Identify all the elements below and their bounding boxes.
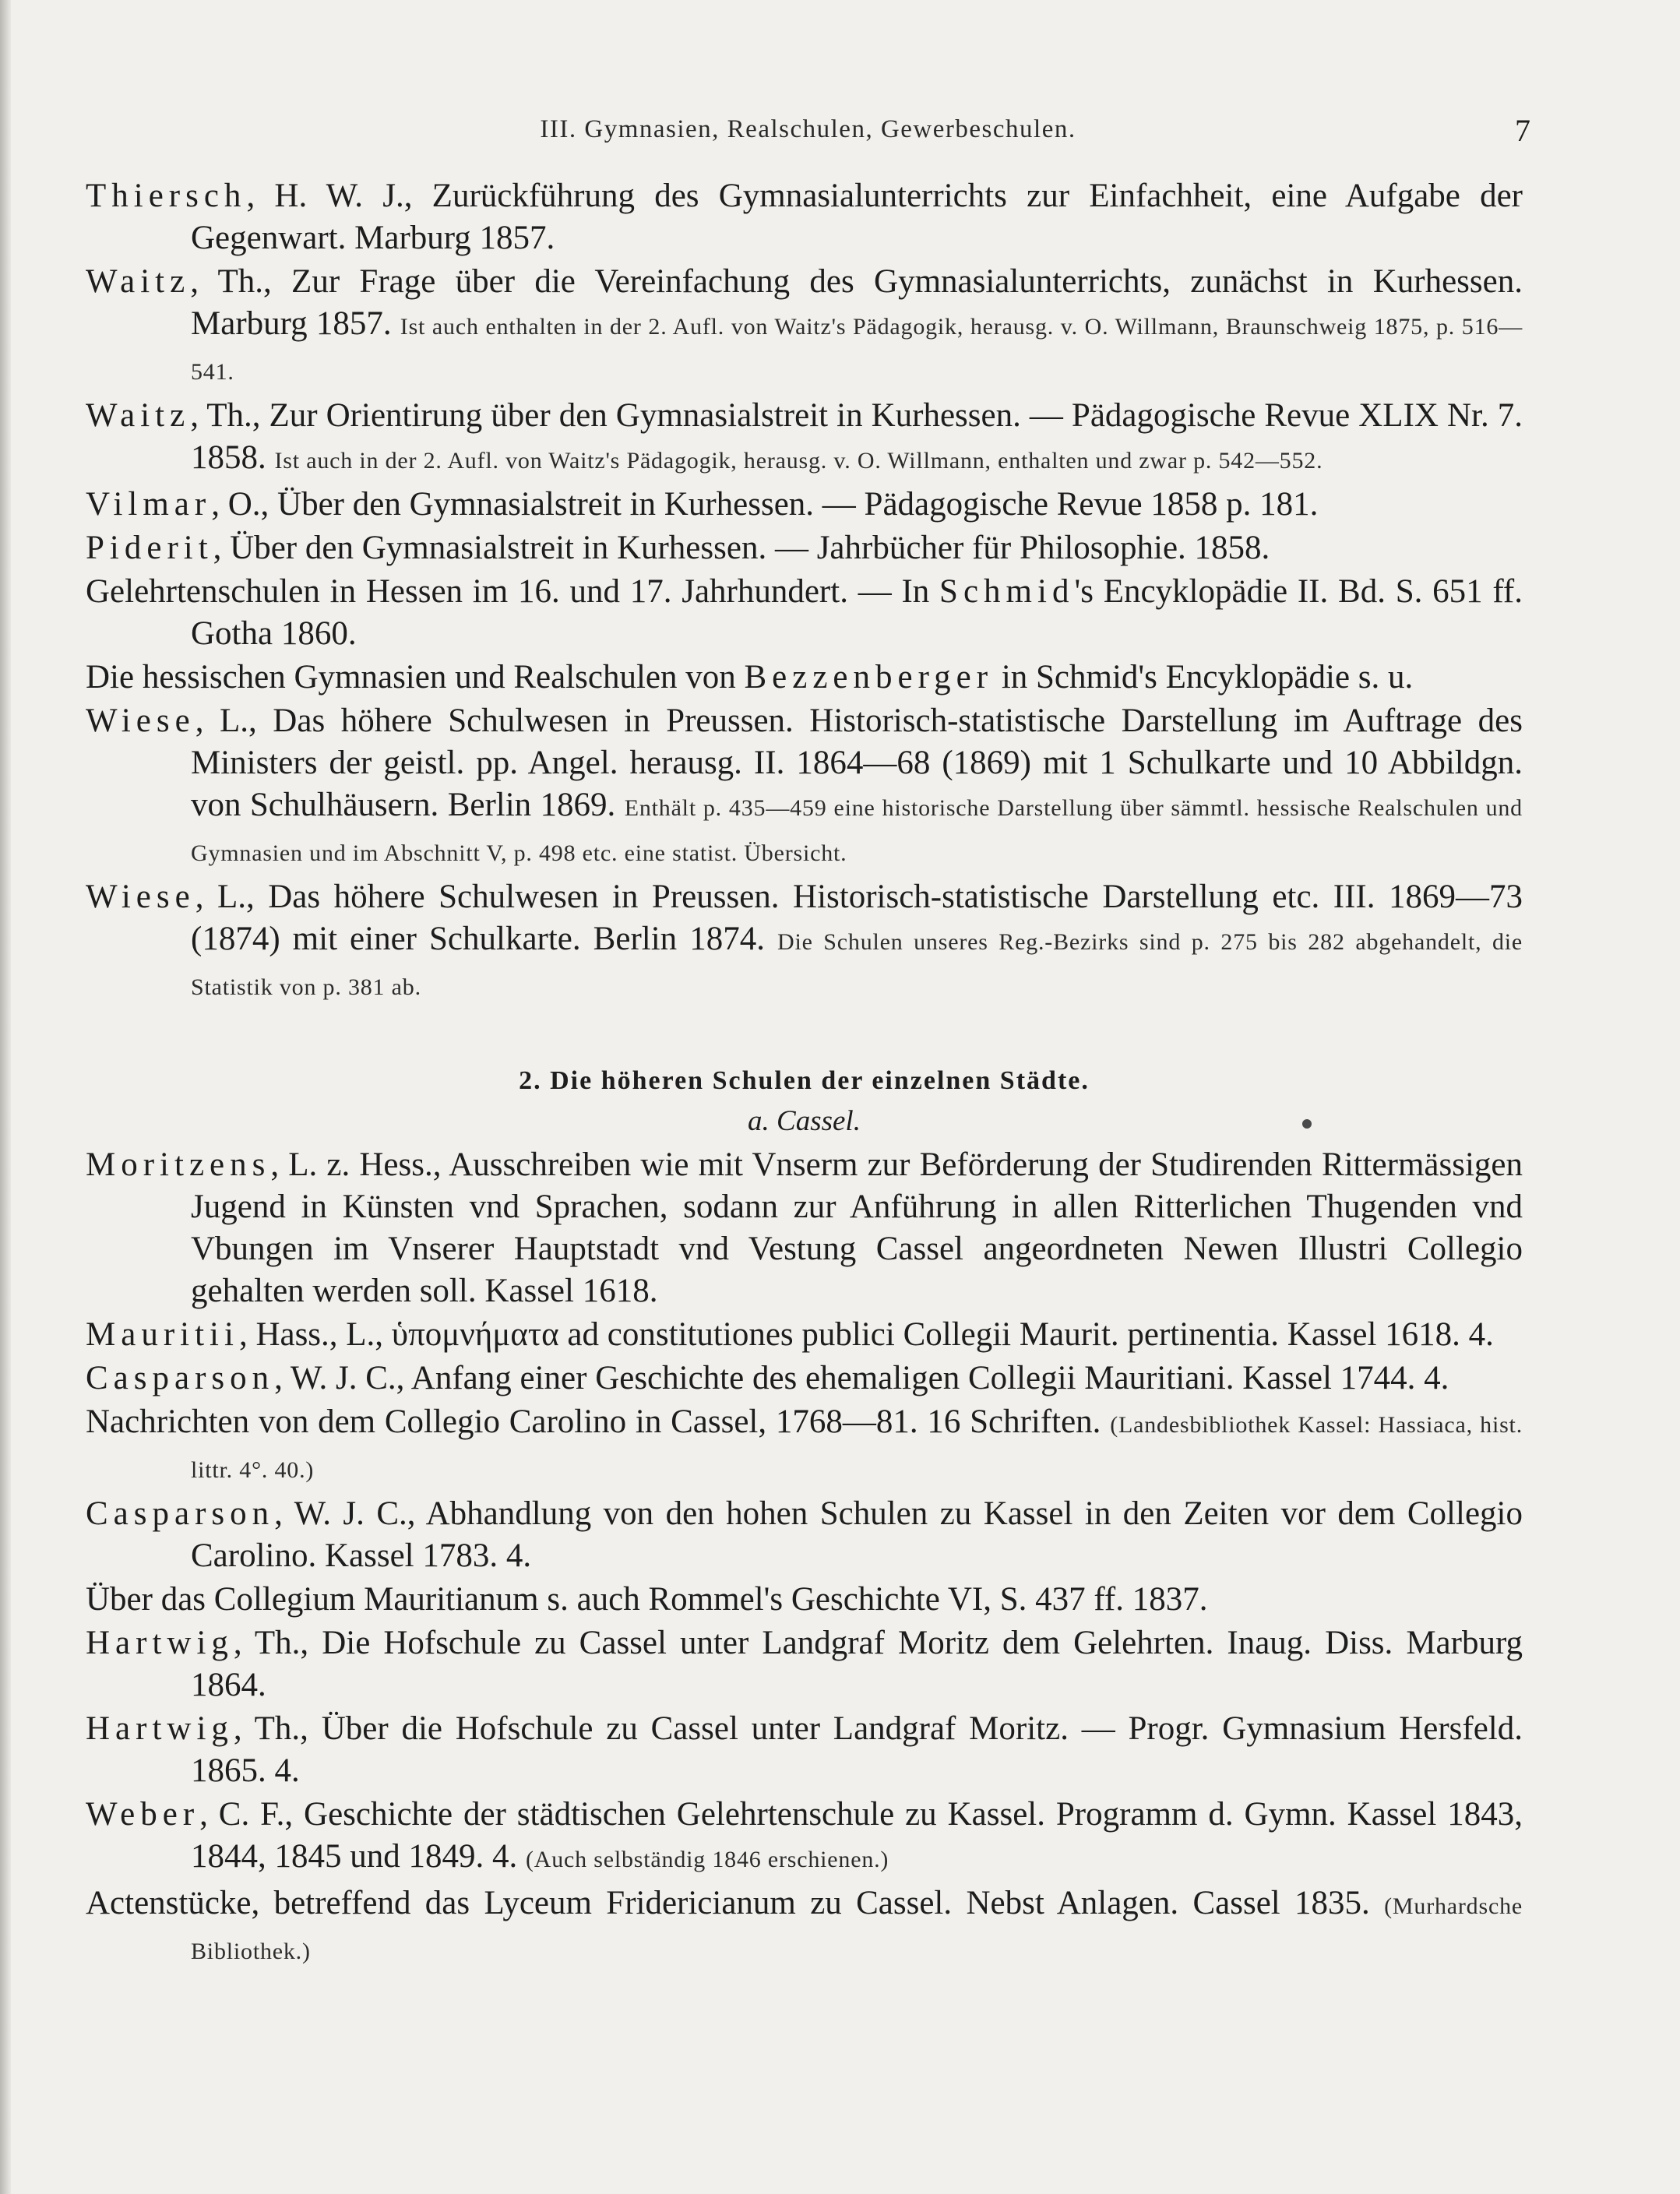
entry-author: Hartwig [86,1710,234,1747]
entry-text: , O., Über den Gymnasialstreit in Kurhessen. — Pädagogische Revue 1858 p. 181. [211,486,1319,523]
entry-note: (Murhardsche Bibliothek.) [191,1893,1523,1964]
bibliography-entry [86,484,1523,526]
bibliography-entry [86,1144,1523,1312]
entry-text: , W. J. C., Abhandlung von den hohen Schulen zu Kassel in den Zeiten vor dem Collegio Carolino. Kassel 1783. 4. [191,1495,1523,1574]
bibliography-entry [86,1401,1523,1491]
entry-text: in Schmid's Encyklopädie s. u. [993,659,1414,696]
bibliography-entry [86,1314,1523,1356]
bibliography-entry [86,1579,1523,1621]
entry-text: , Th., Zur Orientirung über den Gymnasialstreit in Kurhessen. — Pädagogische Revue XLIX Nr. 7. 1858. [190,397,1523,476]
entry-author: Wiese [86,879,195,915]
entry-author: Waitz [86,397,191,434]
entry-text: Gelehrtenschulen in Hessen im 16. und 17. Jahrhundert. — In [86,573,940,610]
entry-note: Ist auch enthalten in der 2. Aufl. von Waitz's Pädagogik, herausg. v. O. Willmann, Braunschweig 1875, p. 516—541. [191,314,1523,385]
entry-text: , Hass., L., ὑπομνήματα ad constitutiones publici Collegii Maurit. pertinentia. Kassel 1618. 4. [238,1316,1494,1353]
entry-author: Thiersch [86,178,247,214]
entry-text: Nachrichten von dem Collegio Carolino in Cassel, 1768—81. 16 Schriften. [86,1403,1101,1440]
entry-text: , Th., Zur Frage über die Vereinfachung des Gymnasialunterrichts, zunächst in Kurhessen. Marburg 1857. [190,263,1523,342]
entry-author: Casparson [86,1360,275,1396]
bibliography-entry [86,527,1523,569]
entry-author: Bezzenberger [744,659,994,696]
entry-author: Moritzens [86,1146,271,1183]
entry-author: Casparson [86,1495,275,1532]
entry-author: Vilmar [86,486,212,523]
entry-text: , C. F., Geschichte der städtischen Gelehrtenschule zu Kassel. Programm d. Gymn. Kassel 1843, 1844, 1845 und 1849. 4. [191,1796,1523,1875]
entry-text: , L., Das höhere Schulwesen in Preussen. Historisch-statistische Darstellung etc. III. 1869—73 (1874) mit einer Schulkarte. Berlin 1874. [191,879,1523,957]
entry-author: Weber [86,1796,200,1833]
entry-note: (Landesbibliothek Kassel: Hassiaca, hist. littr. 4°. 40.) [191,1412,1523,1483]
entry-text: , Über den Gymnasialstreit in Kurhessen. — Jahrbücher für Philosophie. 1858. [213,530,1270,566]
entry-text: Die hessischen Gymnasien und Realschulen von [86,659,745,696]
bibliography-entry [86,571,1523,655]
bibliography-entry [86,261,1523,393]
entry-text: , H. W. J., Zurückführung des Gymnasialunterrichts zur Einfachheit, eine Aufgabe der Gegenwart. Marburg 1857. [191,178,1523,256]
bibliography-entry [86,395,1523,482]
entry-author: Wiese [86,703,195,739]
bibliography-entry [86,1708,1523,1792]
bibliography-entry [86,1358,1523,1400]
entry-text: , W. J. C., Anfang einer Geschichte des ehemaligen Collegii Mauritiani. Kassel 1744. 4. [274,1360,1449,1396]
entry-author: Mauritii [86,1316,239,1353]
bibliography-entry [86,1622,1523,1706]
entry-author: Hartwig [86,1625,234,1661]
bibliography-entry [86,1794,1523,1881]
bibliography-entry [86,700,1523,875]
entry-text: , L. z. Hess., Ausschreiben wie mit Vnserm zur Beförderung der Studirenden Rittermässigen Jugend in Künsten vnd Sprachen, sodann zur Anführung in allen Ritterlichen Thugenden vnd Vbungen im Vnserer Hauptstadt vnd Vestung Cassel angeordneten Newen Illustri Collegio gehalten werden soll. Kassel 1618. [191,1146,1523,1309]
bibliography-entry [86,1493,1523,1577]
page-number: 7 [1515,113,1530,148]
page-edge-shadow [0,0,11,2194]
entry-author: Piderit [86,530,213,566]
entry-note: (Auch selbständig 1846 erschienen.) [526,1847,889,1872]
entry-author: Schmid [939,573,1075,610]
entry-text: , L., Das höhere Schulwesen in Preussen. Historisch-statistische Darstellung im Auftrage des Ministers der geistl. pp. Angel. herausg. II. 1864—68 (1869) mit 1 Schulkarte und 10 Abbildgn. von Schulhäusern. Berlin 1869. [191,703,1523,823]
bibliography-entry [86,657,1523,699]
entry-note: Enthält p. 435—459 eine historische Darstellung über sämmtl. hessische Realschulen und Gymnasien und im Abschnitt V, p. 498 etc. eine statist. Übersicht. [191,795,1523,866]
running-header [86,115,1530,154]
entry-text: 's Encyklopädie II. Bd. S. 651 ff. Gotha 1860. [191,573,1523,652]
section-heading: 2. Die höheren Schulen der einzelnen Städte. [519,1066,1090,1095]
bibliography-entry [86,1882,1523,1973]
entry-author: Waitz [86,263,191,300]
entry-text: , Th., Die Hofschule zu Cassel unter Landgraf Moritz dem Gelehrten. Inaug. Diss. Marburg 1864. [191,1625,1523,1703]
entry-note: Die Schulen unseres Reg.-Bezirks sind p. 275 bis 282 abgehandelt, die Statistik von p. 381 ab. [191,929,1523,1000]
bibliography-list [86,175,1523,1974]
ink-speck [1302,1119,1312,1129]
bibliography-entry [86,175,1523,259]
entry-text: , Th., Über die Hofschule zu Cassel unter Landgraf Moritz. — Progr. Gymnasium Hersfeld. 1865. 4. [191,1710,1523,1789]
bibliography-entry [86,876,1523,1009]
section-subheading: a. Cassel. [748,1105,861,1137]
entry-text: Über das Collegium Mauritianum s. auch Rommel's Geschichte VI, S. 437 ff. 1837. [86,1581,1208,1618]
entry-text: Actenstücke, betreffend das Lyceum Fridericianum zu Cassel. Nebst Anlagen. Cassel 1835. [86,1885,1370,1921]
running-header-title: III. Gymnasien, Realschulen, Gewerbeschulen. [540,115,1076,143]
entry-note: Ist auch in der 2. Aufl. von Waitz's Pädagogik, herausg. v. O. Willmann, enthalten und zwar p. 542—552. [274,448,1323,474]
